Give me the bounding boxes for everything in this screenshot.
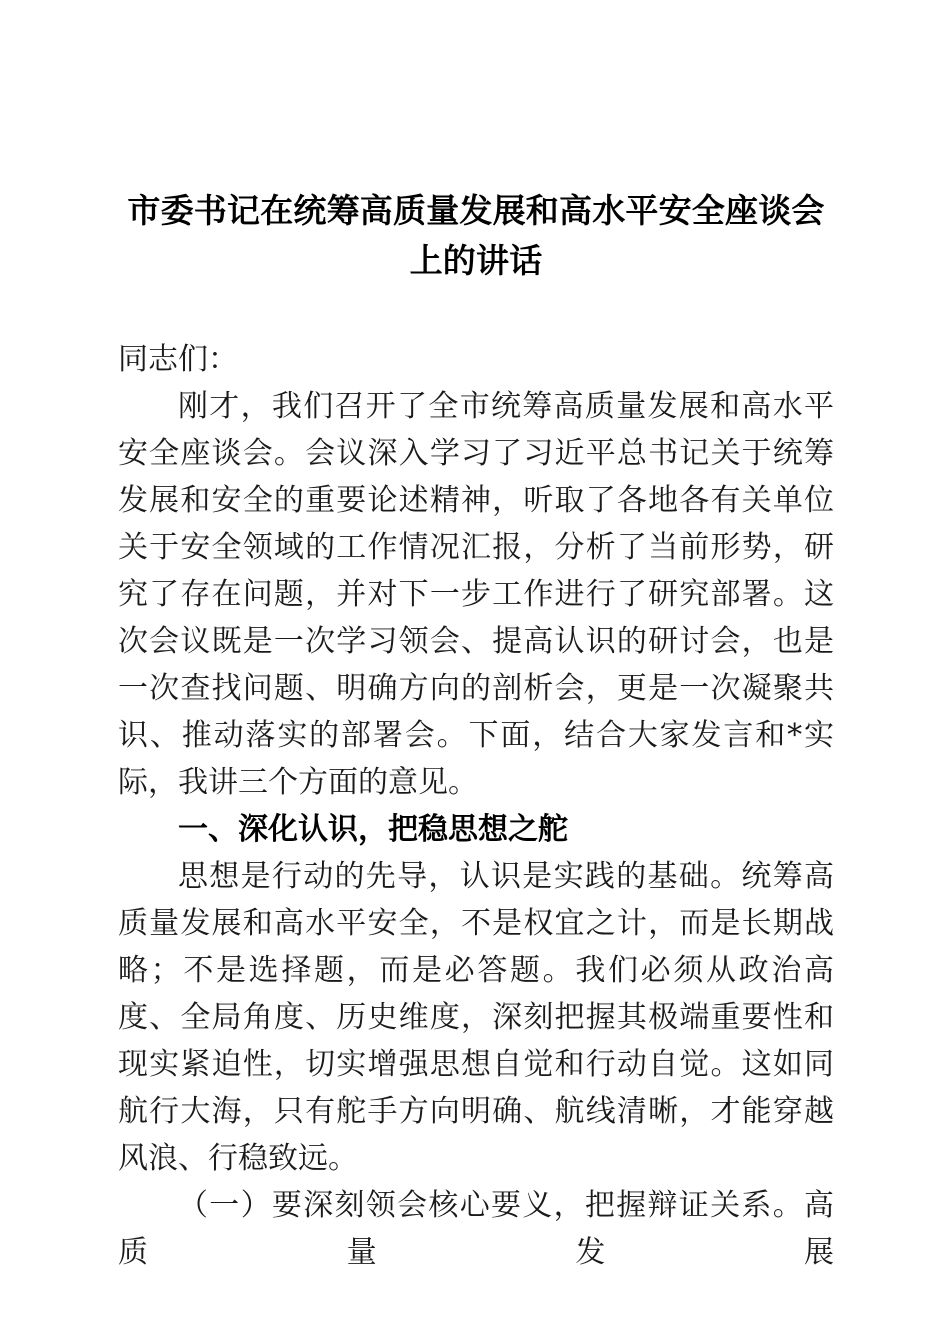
document-body — [118, 336, 834, 1276]
salutation-line: 同志们： — [118, 342, 238, 377]
paragraph-subsection-one-one: （一）要深刻领会核心要义，把握辩证关系。高质量发展 — [118, 1188, 834, 1270]
section-heading-one: 一、深化认识，把稳思想之舵 — [178, 812, 568, 847]
page-title: 市委书记在统筹高质量发展和高水平安全座谈会上的讲话 — [127, 191, 825, 280]
paragraph-section-one-body: 思想是行动的先导，认识是实践的基础。统筹高质量发展和高水平安全，不是权宜之计，而是长期战略；不是选择题，而是必答题。我们必须从政治高度、全局角度、历史维度，深刻把握其极端重要性和现实紧迫性，切实增强思想自觉和行动自觉。这如同航行大海，只有舵手方向明确、航线清晰，才能穿越风浪、行稳致远。 — [118, 859, 834, 1176]
paragraph-opening: 刚才，我们召开了全市统筹高质量发展和高水平安全座谈会。会议深入学习了习近平总书记关于统筹发展和安全的重要论述精神，听取了各地各有关单位关于安全领域的工作情况汇报，分析了当前形势，研究了存在问题，并对下一步工作进行了研究部署。这次会议既是一次学习领会、提高认识的研讨会，也是一次查找问题、明确方向的剖析会，更是一次凝聚共识、推动落实的部署会。下面，结合大家发言和*实际，我讲三个方面的意见。 — [118, 389, 834, 800]
